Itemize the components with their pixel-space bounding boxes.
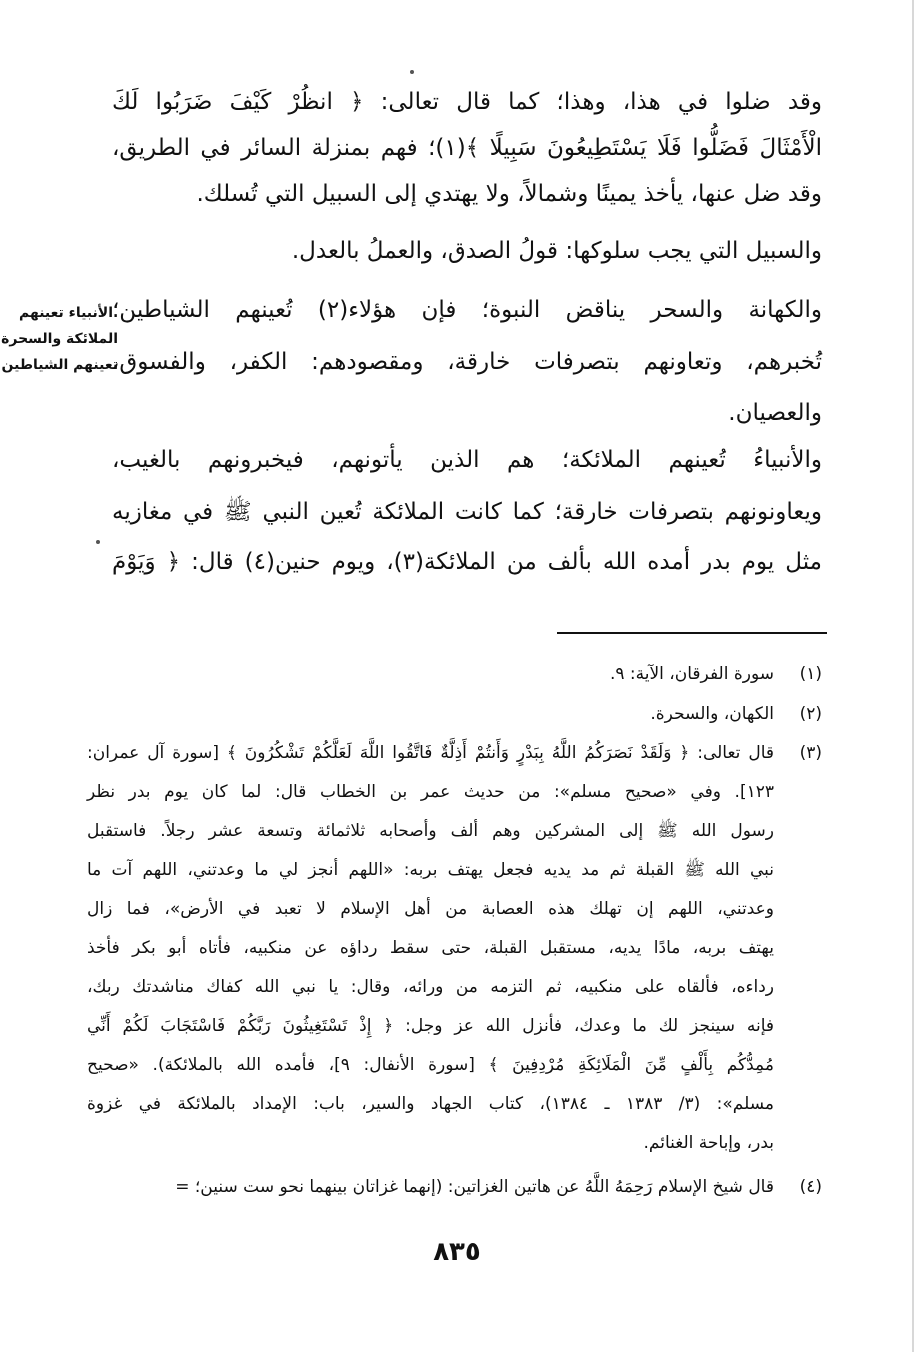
main-line: والكهانة والسحر يناقض النبوة؛ فإن هؤلاء(٢) تُعينهم الشياطين؛ bbox=[112, 297, 822, 323]
footnote-3-line: رسول الله ﷺ إلى المشركين وهم ألف وأصحابه ثلاثمائة وتسعة عشر رجلاً. فاستقبل bbox=[87, 821, 774, 841]
main-line: وقد ضلوا في هذا، وهذا؛ كما قال تعالى: ﴿ انظُرْ كَيْفَ ضَرَبُوا لَكَ bbox=[112, 89, 822, 115]
page-number: ٨٣٥ bbox=[433, 1237, 481, 1267]
footnote-3-line: مسلم»: (٣/ ١٣٨٣ ـ ١٣٨٤)، كتاب الجهاد والسير، باب: الإمداد بالملائكة في غزوة bbox=[87, 1094, 775, 1114]
main-line: تُخبرهم، وتعاونهم بتصرفات خارقة، ومقصودهم: الكفر، والفسوق، bbox=[112, 349, 822, 375]
main-line: الْأَمْثَالَ فَضَلُّوا فَلَا يَسْتَطِيعُونَ سَبِيلًا ﴾(١)؛ فهم بمنزلة السائر في الطريق، bbox=[112, 135, 822, 161]
main-line: وقد ضل عنها، يأخذ يمينًا وشمالاً، ولا يهتدي إلى السبيل التي تُسلك. bbox=[196, 181, 822, 207]
footnote-3-line: فإنه سينجز لك ما وعدك، فأنزل الله عز وجل: ﴿ إِذْ تَسْتَغِيثُونَ رَبَّكُمْ فَاسْتَجَابَ لَكُمْ أَنِّي bbox=[87, 1016, 774, 1036]
margin-note-line: تعينهم الشياطين bbox=[1, 357, 118, 373]
footnote-number: (١) bbox=[799, 664, 822, 684]
main-line: ويعاونونهم بتصرفات خارقة؛ كما كانت الملائكة تُعين النبي ﷺ في مغازيه bbox=[112, 499, 822, 525]
footnote-3-line: قال تعالى: ﴿ وَلَقَدْ نَصَرَكُمُ اللَّهُ بِبَدْرٍ وَأَنتُمْ أَذِلَّةٌ فَاتَّقُوا اللَّهَ لَعَلَّكُمْ تَشْكُرُونَ ﴾ [سورة آل عمران: bbox=[87, 743, 774, 763]
main-line: والعصيان. bbox=[728, 400, 822, 426]
footnote-3-line: رداءه، فألقاه على منكبيه، ثم التزمه من ورائه، وقال: يا نبي الله كفاك مناشدتك ربك، bbox=[87, 977, 774, 997]
footnote-text: قال شيخ الإسلام رَحِمَهُ اللَّهُ عن هاتين الغزاتين: (إنهما غزاتان بينهما نحو ست سنين؛ = bbox=[175, 1177, 774, 1197]
footnote-3-line: وعدتني، اللهم إن تهلك هذه العصابة من أهل الإسلام لا تعبد في الأرض»، فما زال bbox=[87, 899, 774, 919]
footnote-separator bbox=[557, 632, 827, 634]
footnote-3-line: نبي الله ﷺ القبلة ثم مد يديه فجعل يهتف بربه: «اللهم أنجز لي ما وعدتني، اللهم آت ما bbox=[87, 860, 774, 880]
footnote-text: سورة الفرقان، الآية: ٩. bbox=[609, 664, 774, 684]
footnote-number: (٢) bbox=[799, 704, 822, 724]
footnote-number: (٣) bbox=[799, 743, 822, 763]
main-line: والأنبياءُ تُعينهم الملائكة؛ هم الذين يأتونهم، فيخبرونهم بالغيب، bbox=[112, 447, 822, 473]
main-line: والسبيل التي يجب سلوكها: قولُ الصدق، والعملُ بالعدل. bbox=[291, 238, 822, 264]
footnote-3-line: بدر، وإباحة الغنائم. bbox=[643, 1133, 774, 1153]
margin-note-line: الملائكة والسحرة bbox=[1, 331, 118, 347]
margin-note-line: الأنبياء تعينهم bbox=[18, 305, 113, 321]
footnote-text: الكهان، والسحرة. bbox=[650, 704, 774, 724]
margin-note bbox=[1, 300, 118, 378]
scan-speck bbox=[410, 70, 414, 74]
footnote-3-line: يهتف بربه، مادًا يديه، مستقبل القبلة، حتى سقط رداؤه عن منكبيه، فأتاه أبو بكر فأخذ bbox=[87, 938, 774, 958]
main-line: مثل يوم بدر أمده الله بألف من الملائكة(٣)، ويوم حنين(٤) قال: ﴿ وَيَوْمَ bbox=[112, 549, 822, 575]
footnote-3-line: مُمِدُّكُم بِأَلْفٍ مِّنَ الْمَلَائِكَةِ مُرْدِفِينَ ﴾ [سورة الأنفال: ٩]، فأمده الله بالملائكة). «صحيح bbox=[87, 1055, 774, 1075]
footnote-3-line: ١٢٣]. وفي «صحيح مسلم»: من حديث عمر بن الخطاب قال: لما كان يوم بدر نظر bbox=[87, 782, 774, 802]
scan-speck bbox=[96, 540, 100, 544]
footnote-number: (٤) bbox=[799, 1177, 822, 1197]
